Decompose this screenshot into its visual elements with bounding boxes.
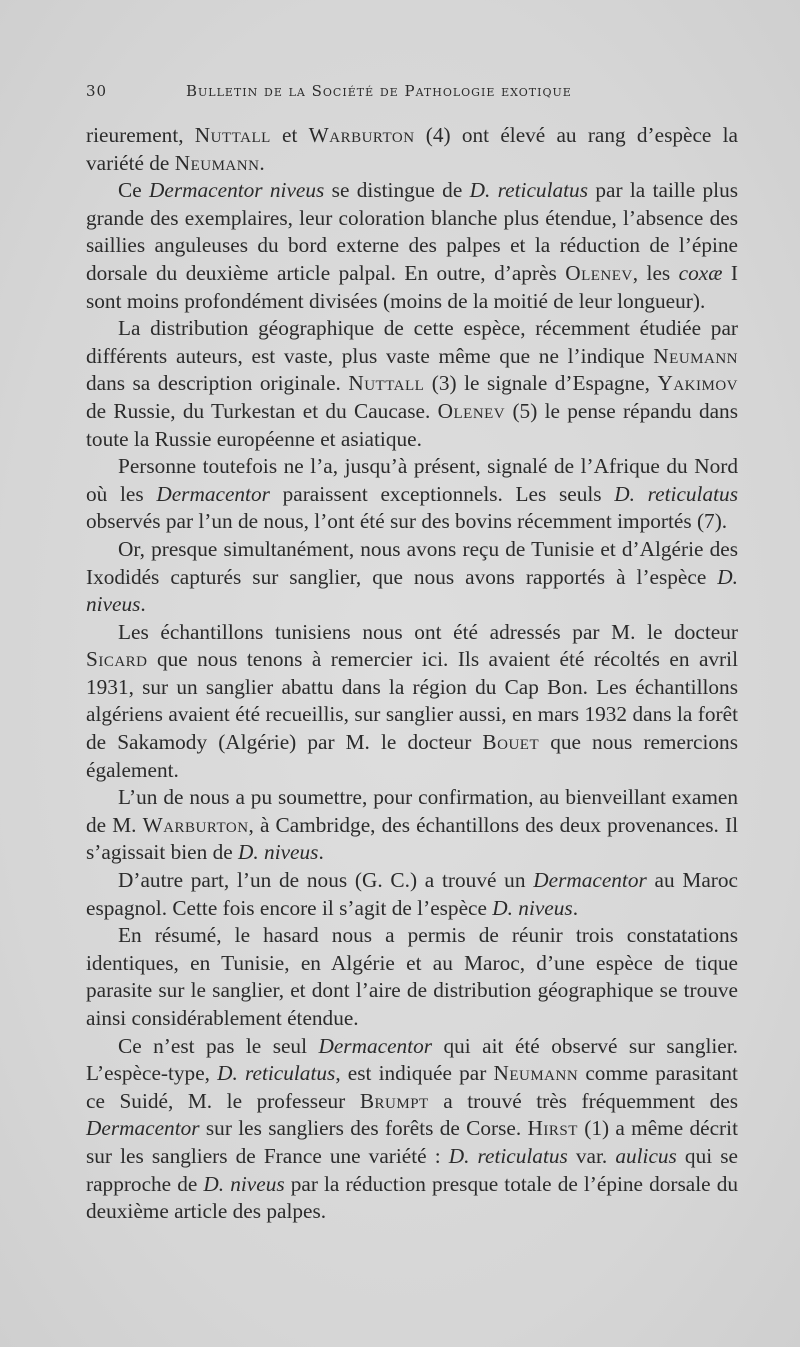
author-name: Yakimov <box>657 371 738 396</box>
taxon-name: D. reticulatus <box>469 178 588 203</box>
paragraph: Or, presque simultanément, nous avons reçu de Tunisie et d’Algérie des Ixodidés capturés sur sanglier, que nous avons rapportés à l’espèce D. niveus. <box>86 536 738 617</box>
taxon-name: D. reticulatus <box>217 1061 336 1086</box>
taxon-name: D. niveus <box>86 564 738 617</box>
author-name: Olenev <box>437 398 506 423</box>
taxon-name: Dermacentor niveus <box>149 178 325 203</box>
taxon-name: Dermacentor <box>86 1116 200 1141</box>
taxon-name: D. niveus <box>492 895 573 920</box>
author-name: Neumann <box>653 343 738 368</box>
paragraph: Ce Dermacentor niveus se distingue de D. reticulatus par la taille plus grande des exemplaires, leur coloration blanche plus étendue, l’absence des saillies anguleuses du bord externe des palpes et la réduction de l’épine dorsale du deuxième article palpal. En outre, d’après Olenev, les coxæ I sont moins profondément divisées (moins de la moitié de leur longueur). <box>86 178 739 313</box>
article-body <box>86 122 738 1226</box>
paragraph: En résumé, le hasard nous a permis de réunir trois constatations identiques, en Tunisie, en Algérie et au Maroc, d’une espèce de tique parasite sur le sanglier, et dont l’aire de distribution géographique se trouve ainsi considérablement étendue. <box>86 923 738 1030</box>
author-name: Neumann <box>174 150 260 175</box>
author-name: Nuttall <box>194 123 271 147</box>
author-name: Nuttall <box>348 371 425 396</box>
author-name: Bouet <box>482 730 540 755</box>
taxon-name: D. niveus <box>203 1171 285 1196</box>
taxon-name: Dermacentor <box>156 481 270 506</box>
author-name: Neumann <box>493 1061 579 1086</box>
author-name: Warburton <box>308 123 415 147</box>
taxon-name: D. niveus <box>238 840 319 865</box>
author-name: Hirst <box>527 1116 578 1141</box>
taxon-name: Dermacentor <box>533 868 647 893</box>
term: coxæ <box>678 260 723 285</box>
author-name: Olenev <box>565 260 633 285</box>
paragraph: rieurement, Nuttall et Warburton (4) ont élevé au rang d’espèce la variété de Neumann. <box>86 123 738 175</box>
author-name: Sicard <box>86 647 148 672</box>
author-name: Warburton <box>142 812 249 837</box>
paragraph: La distribution géographique de cette espèce, récemment étudiée par différents auteurs, est vaste, plus vaste même que ne l’indique Neumann dans sa description originale. Nuttall (3) le signale d’Espagne, Yakimov de Russie, du Turkestan et du Caucase. Olenev (5) le pense répandu dans toute la Russie européenne et asiatique. <box>86 316 738 451</box>
taxon-name: aulicus <box>615 1143 677 1168</box>
taxon-name: D. reticulatus <box>448 1143 568 1168</box>
paragraph: Ce n’est pas le seul Dermacentor qui ait été observé sur sanglier. L’espèce-type, D. reticulatus, est indiquée par Neumann comme parasitant ce Suidé, M. le professeur Brumpt a trouvé très fréquemment des Dermacentor sur les sangliers des forêts de Corse. Hirst (1) a même décrit sur les sangliers de France une variété : D. reticulatus var. aulicus qui se rapproche de D. niveus par la réduction presque totale de l’épine dorsale du deuxième article des palpes. <box>86 1033 738 1224</box>
taxon-name: Dermacentor <box>318 1033 433 1058</box>
paragraph: D’autre part, l’un de nous (G. C.) a trouvé un Dermacentor au Maroc espagnol. Cette fois encore il s’agit de l’espèce D. niveus. <box>86 868 738 920</box>
paragraph: Personne toutefois ne l’a, jusqu’à présent, signalé de l’Afrique du Nord où les Dermacentor paraissent exceptionnels. Les seuls D. reticulatus observés par l’un de nous, l’ont été sur des bovins récemment importés (7). <box>86 454 738 534</box>
running-title: Bulletin de la Société de Pathologie exotique <box>186 82 572 100</box>
page-header <box>86 82 726 108</box>
page-number: 30 <box>86 82 108 100</box>
author-name: Brumpt <box>359 1088 429 1113</box>
paragraph: L’un de nous a pu soumettre, pour confirmation, au bienveillant examen de M. Warburton, à Cambridge, des échantillons des deux provenances. Il s’agissait bien de D. niveus. <box>86 785 738 865</box>
taxon-name: D. reticulatus <box>614 481 738 506</box>
paragraph: Les échantillons tunisiens nous ont été adressés par M. le docteur Sicard que nous tenons à remercier ici. Ils avaient été récoltés en avril 1931, sur un sanglier abattu dans la région du Cap Bon. Les échantillons algériens avaient été recueillis, sur sanglier aussi, en mars 1932 dans la forêt de Sakamody (Algérie) par M. le docteur Bouet que nous remercions également. <box>86 619 738 782</box>
